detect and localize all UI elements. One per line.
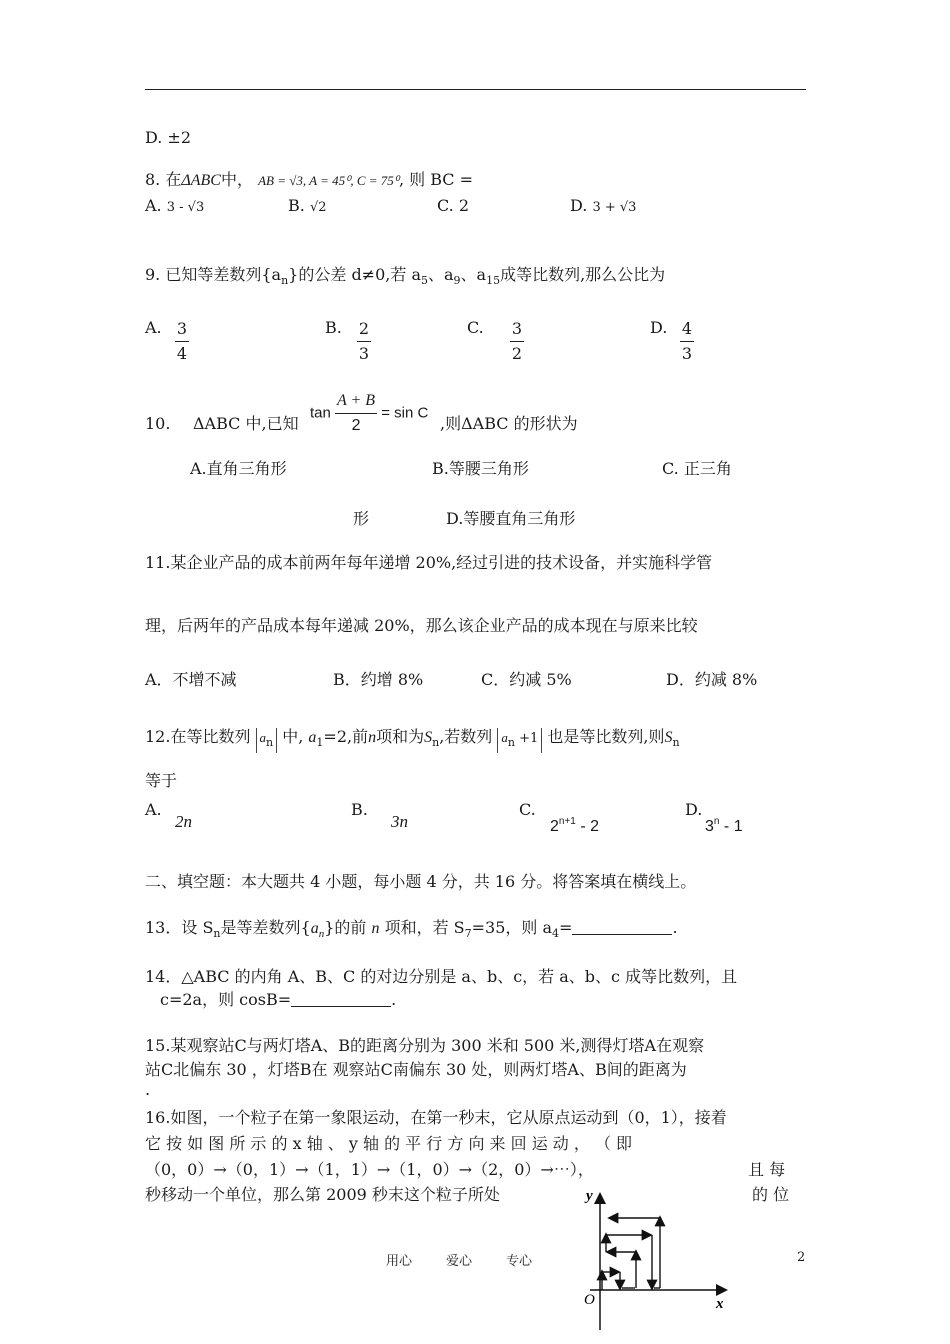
q8-stem [145, 170, 473, 191]
fraction-bar [175, 341, 189, 342]
q14-line2 [160, 990, 396, 1010]
q8-option-d [570, 196, 636, 218]
q9-a-fraction [175, 320, 189, 363]
q12-a-label: A. [145, 800, 162, 819]
q9-stem-a: 9. 已知等差数列{a [145, 265, 282, 284]
x-axis-label: x [716, 1296, 724, 1312]
q9-b-label: B. [325, 318, 342, 337]
q12-seq1-sub: n [266, 736, 274, 749]
q7-option-d-text: D. ±2 [145, 128, 192, 147]
q13-sub-4: 4 [552, 927, 560, 940]
q8-b-value: √2 [309, 200, 327, 215]
q9-c-fraction [510, 320, 524, 363]
q13-c: }的前 [324, 918, 367, 937]
q10-option-b: B.等腰三角形 [432, 459, 529, 478]
q12-seq2-plus: +1 [519, 731, 539, 746]
q11-option-c: C．约减 5% [481, 670, 572, 689]
q10-frac-num: A + B [337, 392, 376, 409]
q12-stem-d: 项和为 [376, 727, 425, 746]
q16-line3b: 且 每 [748, 1160, 786, 1179]
q12-sn2-sub: n [672, 736, 680, 749]
q11-line1: 11.某企业产品的成本前两年每年递增 20%,经过引进的技术设备，并实施科学管 [145, 553, 713, 572]
q16-line4a: 秒移动一个单位，那么第 2009 秒末这个粒子所处 [145, 1185, 500, 1204]
q12-d-value [705, 812, 743, 837]
q11-option-d: D．约减 8% [666, 670, 758, 689]
q12-stem-b: 中, [282, 727, 304, 746]
q15-line2: 站C北偏东 30 ，灯塔B在 观察站C南偏东 30 处，则两灯塔A、B间的距离为 [145, 1060, 687, 1079]
q12-n: n [368, 729, 377, 746]
footer-word-3: 专心 [506, 1254, 533, 1269]
q12-c-exp: n+1 [558, 816, 576, 827]
q13-end: . [672, 918, 678, 937]
q11-option-a: A．不增不减 [145, 670, 237, 689]
q9-d-den: 3 [681, 344, 693, 363]
q14-line2a: c=2a，则 cosB= [160, 990, 292, 1009]
fraction-bar [680, 341, 694, 342]
q9-a-label: A. [145, 318, 162, 337]
q13-an-sub: n [318, 928, 325, 940]
q12-seq2 [497, 728, 542, 753]
q10-option-d: D.等腰直角三角形 [446, 509, 576, 528]
q16-line4b: 的 位 [752, 1185, 790, 1204]
q9-c-label: C. [467, 318, 484, 337]
q10-option-c-cont: 形 [353, 509, 370, 528]
q8-d-label: D. [570, 196, 588, 215]
fraction-bar [335, 413, 377, 414]
q10-tan: tan [310, 404, 331, 422]
q12-seq2-a: a [501, 730, 508, 745]
q12-a1-sub: 1 [316, 736, 324, 749]
q12-stem-a: 12.在等比数列 [145, 727, 251, 746]
q10-number: 10. [145, 414, 171, 433]
q10-stem-a: ΔABC 中,已知 [193, 414, 299, 433]
q12-b-value: 3n [391, 812, 408, 831]
q9-b-den: 3 [358, 344, 370, 363]
q9-d-num: 4 [681, 319, 693, 338]
q13-n: n [371, 920, 380, 937]
q9-sub-n: n [281, 274, 289, 287]
q12-d-label: D. [685, 800, 703, 819]
q9-a-den: 4 [176, 344, 188, 363]
q9-a-num: 3 [176, 319, 188, 338]
q13-d: 项和，若 S [384, 918, 465, 937]
q13-b: 是等差数列{ [220, 918, 311, 937]
q10-option-c: C. 正三角 [662, 459, 732, 478]
q12-stem-c: ,前 [347, 727, 369, 746]
q12-sn-sub: n [432, 736, 440, 749]
q9-c-den: 2 [511, 344, 523, 363]
q12-d-tail: - 1 [719, 818, 743, 835]
q9-sep2: 、a [460, 265, 487, 284]
particle-path [602, 1218, 660, 1290]
q10-stem-b: ,则ΔABC 的形状为 [440, 414, 578, 433]
q9-d-label: D. [650, 318, 668, 337]
q12-stem [145, 727, 680, 753]
q8-number: 8. 在 [145, 170, 182, 189]
q8-a-value: 3 - √3 [166, 200, 205, 215]
page-number: 2 [797, 1250, 806, 1265]
q11-line2: 理，后两年的产品成本每年递减 20%，那么该企业产品的成本现在与原来比较 [145, 616, 698, 635]
q8-triangle: ΔABC [181, 172, 221, 189]
q7-option-d [145, 128, 191, 148]
q12-seq1-a: a [259, 730, 267, 745]
q9-b-num: 2 [358, 319, 370, 338]
q9-d-fraction [680, 320, 694, 363]
q12-a1-val: =2 [323, 727, 348, 746]
y-axis-label: y [586, 1188, 593, 1204]
q16-line2: 它 按 如 图 所 示 的 x 轴 、 y 轴 的 平 行 方 向 来 回 运 动 ， （ 即 [145, 1134, 633, 1153]
q13 [145, 918, 678, 944]
q8-condition: AB = √3, A = 45⁰, C = 75⁰ [258, 173, 399, 188]
q8-option-b [288, 196, 327, 218]
q8-a-label: A. [145, 196, 162, 215]
q12-c-value [550, 812, 599, 837]
q12-c-label: C. [519, 800, 536, 819]
q12-sn: S [424, 729, 433, 746]
q12-b-label: B. [351, 800, 368, 819]
particle-path-figure [580, 1180, 740, 1344]
q8-b-label: B. [288, 196, 305, 215]
header-rule [145, 89, 806, 90]
q8-mid: 中， [220, 170, 253, 189]
q9-sub-15: 15 [486, 274, 501, 287]
q12-seq2-sub: n [507, 736, 515, 749]
origin-label: O [584, 1292, 595, 1308]
q12-sn2: S [664, 729, 673, 746]
q13-e: =35，则 a [471, 918, 553, 937]
q12-seq1 [256, 728, 278, 753]
q12-stem-e: ,若数列 [439, 727, 493, 746]
q12-a-value: 2n [175, 812, 192, 831]
q9-c-num: 3 [511, 319, 523, 338]
q9-sub-5: 5 [420, 274, 428, 287]
q12-c-base: 2 [550, 818, 559, 835]
q13-sub-n: n [213, 927, 221, 940]
q13-answer-blank[interactable] [572, 920, 672, 935]
q14-line1: 14．△ABC 的内角 A、B、C 的对边分别是 a、b、c，若 a、b、c 成等比数列，且 [145, 967, 738, 986]
fraction-bar [357, 341, 371, 342]
q15-line1: 15.某观察站C与两灯塔A、B的距离分别为 300 米和 500 米,测得灯塔A在观察 [145, 1036, 705, 1055]
q9-stem-b: }的公差 d≠0,若 a [288, 265, 421, 284]
q9-sep1: 、a [427, 265, 454, 284]
q13-an: a [310, 920, 319, 937]
footer-word-2: 爱心 [446, 1254, 473, 1269]
section-heading: 二、填空题：本大题共 4 小题，每小题 4 分，共 16 分。将答案填在横线上。 [145, 872, 697, 891]
q8-tail: , 则 BC = [398, 170, 474, 189]
q13-f: = [559, 918, 573, 937]
q15-line3: . [145, 1080, 151, 1099]
q12-a1: a [308, 729, 317, 746]
q9-b-fraction [357, 320, 371, 363]
q14-end: . [391, 990, 397, 1009]
q14-answer-blank[interactable] [291, 992, 391, 1007]
fraction-bar [510, 341, 524, 342]
q13-a: 13．设 S [145, 918, 214, 937]
q10-option-a: A.直角三角形 [190, 459, 287, 478]
q9-sub-9: 9 [453, 274, 461, 287]
q8-option-a [145, 196, 204, 218]
q12-c-tail: - 2 [575, 818, 599, 835]
q12-line2: 等于 [145, 771, 178, 790]
q12-d-exp: n [713, 816, 720, 827]
q16-line1: 16.如图，一个粒子在第一象限运动，在第一秒末，它从原点运动到（0，1），接着 [145, 1108, 727, 1127]
q10-rhs: = sin C [381, 404, 429, 422]
q12-d-base: 3 [705, 818, 714, 835]
q10-frac-den: 2 [351, 417, 361, 434]
q10-equation [310, 392, 428, 435]
q8-d-value: 3 + √3 [592, 200, 637, 215]
q16-line3a: （0，0）→（0，1）→（1，1）→（1，0）→（2，0）→⋯）， [145, 1160, 594, 1179]
q10-fraction [335, 392, 377, 435]
q13-sub-7: 7 [464, 927, 472, 940]
q9-stem-c: 成等比数列,那么公比为 [500, 265, 666, 284]
q12-stem-f: 也是等比数列,则 [547, 727, 665, 746]
q9-stem [145, 265, 665, 291]
q8-option-c: C. 2 [437, 196, 470, 215]
footer-word-1: 用心 [386, 1254, 413, 1269]
q11-option-b: B．约增 8% [333, 670, 424, 689]
